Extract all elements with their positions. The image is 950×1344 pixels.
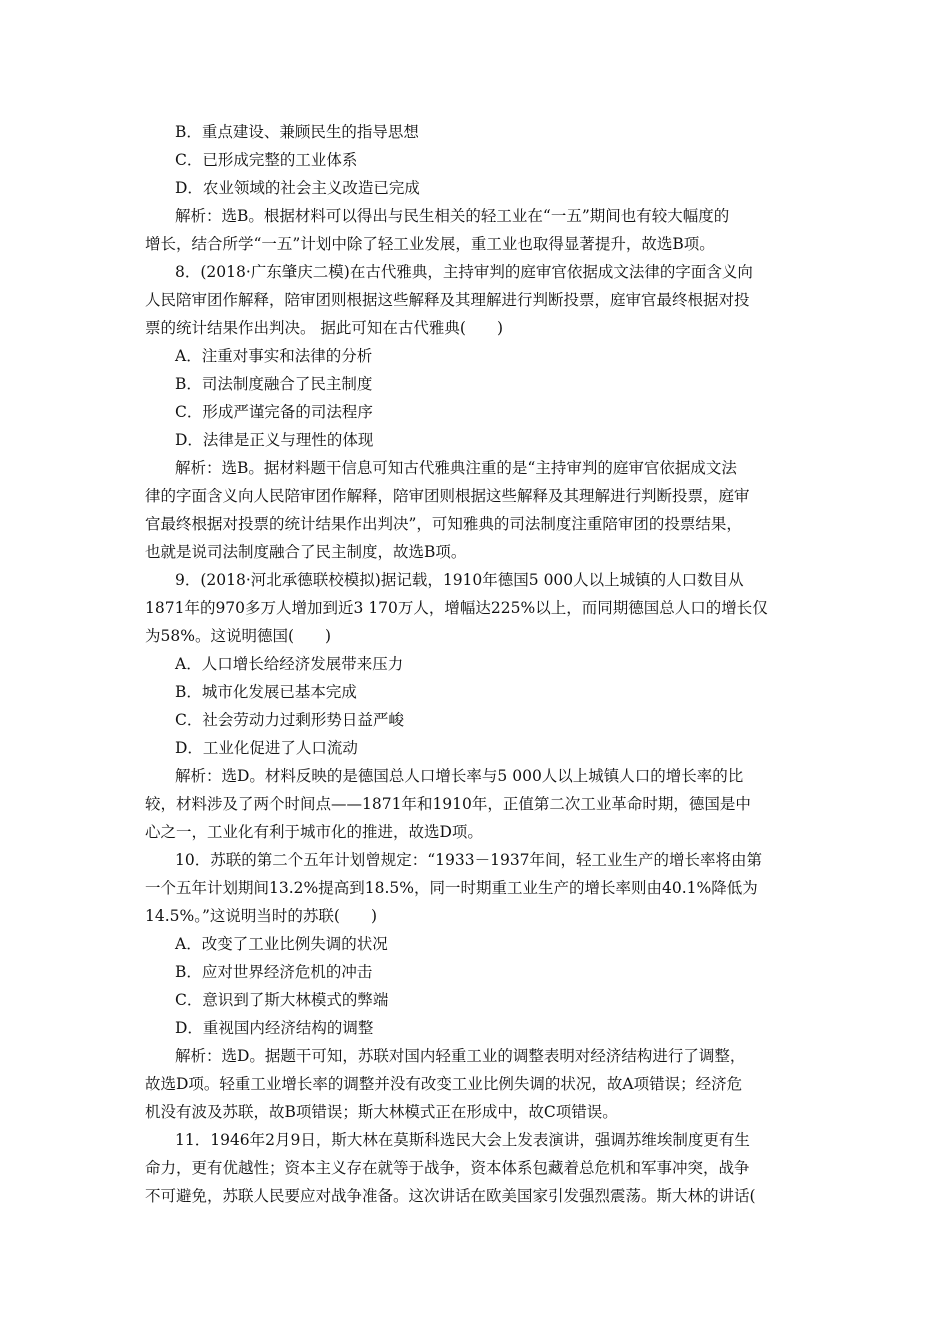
answer-option-line: B．司法制度融合了民主制度 [175,375,373,393]
text-line: 增长，结合所学“一五”计划中除了轻工业发展，重工业也取得显著提升，故选B项。 [145,235,715,253]
answer-option-line: C．形成严谨完备的司法程序 [175,403,373,421]
text-line: 心之一，工业化有利于城市化的推进，故选D项。 [145,823,483,841]
text-line: 不可避免，苏联人民要应对战争准备。这次讲话在欧美国家引发强烈震荡。斯大林的讲话( [145,1187,756,1205]
text-line: 解析：选D。据题干可知，苏联对国内轻重工业的调整表明对经济结构进行了调整， [175,1047,746,1065]
answer-option-line: D．工业化促进了人口流动 [175,739,358,757]
text-line: 官最终根据对投票的统计结果作出判决”，可知雅典的司法制度注重陪审团的投票结果， [145,515,742,533]
text-line: 故选D项。轻重工业增长率的调整并没有改变工业比例失调的状况，故A项错误；经济危 [145,1075,743,1093]
text-line: 11．1946年2月9日，斯大林在莫斯科选民大会上发表演讲，强调苏维埃制度更有生 [175,1131,750,1149]
answer-option-line: A．改变了工业比例失调的状况 [175,935,388,953]
text-line: 较，材料涉及了两个时间点——1871年和1910年，正值第二次工业革命时期，德国是中 [145,795,751,813]
text-line: 8．(2018·广东肇庆二模)在古代雅典，主持审判的庭审官依据成文法律的字面含义向 [175,263,753,281]
answer-option-line: A．注重对事实和法律的分析 [175,347,373,365]
text-line: 解析：选D。材料反映的是德国总人口增长率与5 000人以上城镇人口的增长率的比 [175,767,744,785]
answer-option-line: B．应对世界经济危机的冲击 [175,963,373,981]
text-line: 命力，更有优越性；资本主义存在就等于战争，资本体系包藏着总危机和军事冲突，战争 [145,1159,750,1177]
answer-option-line: C．已形成完整的工业体系 [175,151,358,169]
answer-option-line: D．法律是正义与理性的体现 [175,431,374,449]
text-line: 解析：选B。据材料题干信息可知古代雅典注重的是“主持审判的庭审官依据成文法 [175,459,737,477]
text-line: 10．苏联的第二个五年计划曾规定：“1933－1937年间，轻工业生产的增长率将由第 [175,851,763,869]
text-line: 解析：选B。根据材料可以得出与民生相关的轻工业在“一五”期间也有较大幅度的 [175,207,730,225]
answer-option-line: B．重点建设、兼顾民生的指导思想 [175,123,419,141]
text-line: 为58%。这说明德国( ) [145,627,332,645]
answer-option-line: D．重视国内经济结构的调整 [175,1019,374,1037]
text-line: 一个五年计划期间13.2%提高到18.5%，同一时期重工业生产的增长率则由40.1%降低为 [145,879,758,897]
text-line: 也就是说司法制度融合了民主制度，故选B项。 [145,543,467,561]
text-line: 律的字面含义向人民陪审团作解释，陪审团则根据这些解释及其理解进行判断投票，庭审 [145,487,750,505]
document-page [145,118,810,1210]
answer-option-line: A．人口增长给经济发展带来压力 [175,655,404,673]
answer-option-line: B．城市化发展已基本完成 [175,683,357,701]
text-line: 票的统计结果作出判决。 据此可知在古代雅典( ) [145,319,504,337]
text-line: 1871年的970多万人增加到近3 170万人，增幅达225%以上，而同期德国总人口的增长仅 [145,599,768,617]
answer-option-line: C．意识到了斯大林模式的弊端 [175,991,389,1009]
answer-option-line: D．农业领域的社会主义改造已完成 [175,179,420,197]
text-line: 机没有波及苏联，故B项错误；斯大林模式正在形成中，故C项错误。 [145,1103,618,1121]
text-line: 14.5%。”这说明当时的苏联( ) [145,907,378,925]
text-line: 人民陪审团作解释，陪审团则根据这些解释及其理解进行判断投票，庭审官最终根据对投 [145,291,750,309]
answer-option-line: C．社会劳动力过剩形势日益严峻 [175,711,404,729]
text-line: 9．(2018·河北承德联校模拟)据记载，1910年德国5 000人以上城镇的人口数目从 [175,571,744,589]
